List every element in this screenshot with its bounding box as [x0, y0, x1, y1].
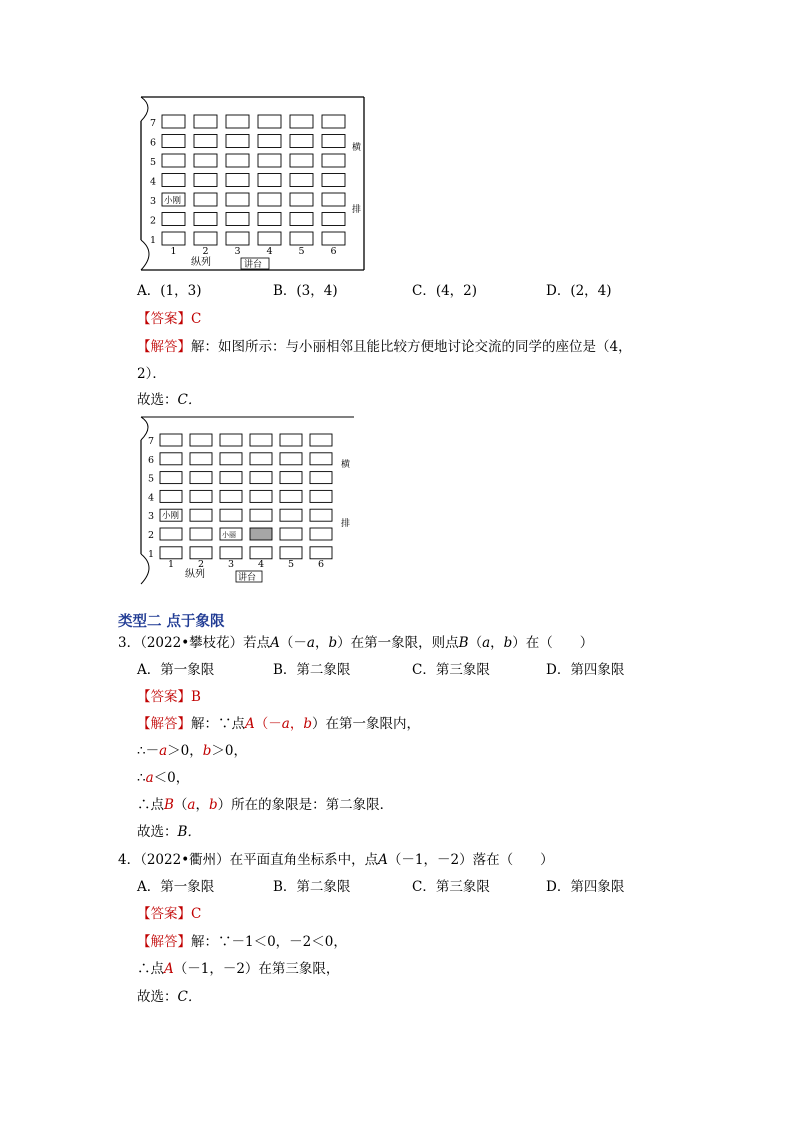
- desk-r4-c6: [310, 490, 332, 502]
- desk-r7-c5: [290, 115, 313, 128]
- row-labels: [148, 436, 154, 560]
- desk-r4-c5: [290, 174, 313, 187]
- column-label-5: 5: [298, 246, 305, 257]
- desk-r3-c5: [290, 193, 313, 206]
- solution-text: 解：∵－1＜0，－2＜0，: [191, 934, 347, 950]
- choose-value: B．: [177, 824, 201, 840]
- choose-prefix: 故选：: [137, 824, 178, 840]
- column-label-3: 3: [234, 246, 241, 257]
- desk-r2-c5: [290, 213, 313, 226]
- desk-r7-c2: [190, 434, 212, 446]
- var-b: b: [328, 635, 338, 651]
- solution-line-1: [137, 715, 420, 733]
- solution-tag: 【解答】: [137, 716, 191, 732]
- stem-part: ）在（ ）: [512, 635, 594, 651]
- point-b: B: [458, 635, 469, 651]
- desk-r5-c5: [290, 154, 313, 167]
- column-label-6: 6: [330, 246, 337, 257]
- desk-r7-c6: [322, 115, 345, 128]
- row-label-7: 7: [148, 436, 155, 447]
- desk-r2-c5: [280, 528, 302, 540]
- solution-line: [137, 338, 632, 356]
- stem-part: ，: [490, 635, 504, 651]
- desk-r5-c4: [250, 472, 272, 484]
- desk-r4-c6: [322, 174, 345, 187]
- option-d: D．第四象限: [546, 879, 625, 895]
- stem-part: ，: [314, 635, 329, 651]
- point-a: A: [378, 852, 388, 868]
- choose-line: [137, 391, 201, 409]
- question-3-stem: [118, 634, 593, 652]
- desk-r6-c6: [322, 135, 345, 148]
- solution-tag: 【解答】: [137, 339, 191, 355]
- solution-text: （: [173, 797, 188, 813]
- desk-r7-c6: [310, 434, 332, 446]
- column-label-5: 5: [288, 559, 295, 570]
- desk-r3-c5: [280, 509, 302, 521]
- solution-text: ＜0，: [153, 770, 190, 786]
- desk-r4-c5: [280, 490, 302, 502]
- solution-text: ，: [289, 716, 304, 732]
- column-label-2: 2: [202, 246, 209, 257]
- seat-label: 小刚: [162, 511, 180, 522]
- desk-r2-c4: [250, 528, 272, 540]
- stem-part: （－1，－2）落在（ ）: [387, 852, 554, 868]
- stem-part: （－: [279, 635, 307, 651]
- question-4-stem: [118, 851, 554, 869]
- option-d: D．(2，4): [546, 283, 612, 299]
- desk-grid: [160, 434, 332, 559]
- option-d: D．第四象限: [546, 662, 625, 678]
- desk-r1-c5: [280, 547, 302, 559]
- answer-tag: 【答案】: [137, 906, 191, 922]
- desk-r4-c3: [226, 174, 249, 187]
- option-a: A．第一象限: [137, 879, 215, 895]
- stem-part: （: [468, 635, 483, 651]
- desk-r4-c2: [190, 490, 212, 502]
- solution-text: ∴点: [137, 961, 164, 977]
- solution-line-1: [137, 933, 347, 951]
- desk-r7-c4: [258, 115, 281, 128]
- row-label-3: 3: [148, 511, 155, 523]
- choose-line: [137, 988, 201, 1006]
- choose-prefix: 故选：: [137, 392, 178, 408]
- solution-text: ∴: [137, 770, 146, 786]
- desk-r1-c6: [322, 232, 345, 245]
- desk-r6-c3: [220, 453, 242, 465]
- option-c: C．(4，2): [412, 283, 478, 299]
- var-b: b: [503, 635, 513, 651]
- desk-r5-c2: [194, 154, 217, 167]
- desk-r5-c1: [160, 472, 182, 484]
- desk-r3-c4: [258, 193, 281, 206]
- column-label-3: 3: [228, 559, 235, 570]
- desk-r3-c2: [194, 193, 217, 206]
- classroom-seating-diagram-2: [135, 414, 357, 586]
- side-label-horizontal: 横: [352, 143, 362, 153]
- question-number: 3．: [118, 635, 141, 651]
- var-a: a: [482, 635, 491, 651]
- solution-line-4: [137, 796, 393, 814]
- solution-line-3: [137, 769, 189, 787]
- point-a: A: [164, 961, 174, 977]
- desk-r7-c1: [160, 434, 182, 446]
- desk-r1-c3: [220, 547, 242, 559]
- answer-value: C: [191, 311, 202, 327]
- desk-r6-c4: [250, 453, 272, 465]
- solution-line-2: [137, 960, 339, 978]
- desk-r6-c1: [160, 453, 182, 465]
- side-label-horizontal: 横: [341, 460, 351, 470]
- var-b: b: [208, 797, 218, 813]
- point-b: B: [164, 797, 174, 813]
- desk-r6-c4: [258, 135, 281, 148]
- desk-r7-c5: [280, 434, 302, 446]
- solution-line-2: [137, 742, 247, 760]
- choose-value: C．: [177, 392, 202, 408]
- desk-r1-c1: [160, 547, 182, 559]
- desk-r6-c1: [162, 135, 185, 148]
- option-c: C．第三象限: [412, 879, 490, 895]
- desk-r4-c3: [220, 490, 242, 502]
- desk-r2-c3: [226, 213, 249, 226]
- desk-r6-c2: [194, 135, 217, 148]
- column-axis-label: 纵列: [185, 569, 205, 580]
- solution-continuation: 2）．: [137, 366, 166, 382]
- row-label-7: 7: [150, 118, 157, 129]
- row-label-3: 3: [150, 196, 157, 207]
- desk-r7-c4: [250, 434, 272, 446]
- solution-tag: 【解答】: [137, 934, 191, 950]
- desk-r1-c2: [190, 547, 212, 559]
- option-b: B．第二象限: [273, 662, 351, 678]
- desk-r3-c3: [220, 509, 242, 521]
- desk-r5-c1: [162, 154, 185, 167]
- row-label-6: 6: [148, 454, 155, 466]
- desk-r6-c5: [280, 453, 302, 465]
- desk-r1-c1: [162, 232, 185, 245]
- var-b: b: [303, 716, 312, 732]
- desk-r1-c3: [226, 232, 249, 245]
- answer-tag: 【答案】: [137, 311, 191, 327]
- desk-r1-c4: [258, 232, 281, 245]
- row-label-4: 4: [148, 492, 155, 504]
- var-b: b: [202, 743, 212, 759]
- row-label-4: 4: [150, 176, 157, 188]
- column-axis-label: 纵列: [191, 257, 211, 268]
- choose-value: C．: [177, 989, 202, 1005]
- row-label-1: 1: [150, 235, 157, 246]
- solution-text: （－: [254, 716, 282, 732]
- answer-tag: 【答案】: [137, 689, 191, 705]
- desk-r2-c2: [190, 528, 212, 540]
- stem-part: ）在第一象限，则点: [337, 635, 459, 651]
- desk-r3-c3: [226, 193, 249, 206]
- desk-r6-c3: [226, 135, 249, 148]
- desk-r4-c4: [250, 490, 272, 502]
- desk-r2-c4: [258, 213, 281, 226]
- desk-r6-c6: [310, 453, 332, 465]
- desk-r5-c3: [226, 154, 249, 167]
- desk-r4-c2: [194, 174, 217, 187]
- var-a: a: [306, 635, 315, 651]
- column-label-4: 4: [266, 246, 273, 257]
- column-label-2: 2: [198, 559, 205, 570]
- option-b: B．(3，4): [273, 283, 338, 299]
- column-label-1: 1: [168, 559, 175, 570]
- desk-r7-c3: [226, 115, 249, 128]
- desk-r6-c5: [290, 135, 313, 148]
- column-label-4: 4: [258, 559, 265, 570]
- desk-r5-c5: [280, 472, 302, 484]
- stem-part: （2022•衢州）在平面直角坐标系中，点: [140, 852, 379, 868]
- desk-grid: [162, 115, 345, 245]
- row-label-5: 5: [148, 473, 155, 485]
- seat-label: 小丽: [222, 531, 236, 539]
- answer-value: C: [191, 906, 202, 922]
- desk-r2-c2: [194, 213, 217, 226]
- desk-r3-c2: [190, 509, 212, 521]
- row-label-2: 2: [148, 530, 155, 541]
- solution-text: ，: [195, 797, 209, 813]
- solution-text: ∴点: [137, 797, 164, 813]
- choose-line: [137, 823, 201, 841]
- var-a: a: [187, 797, 196, 813]
- point-a: A: [245, 716, 255, 732]
- desk-r7-c2: [194, 115, 217, 128]
- solution-text: （－1，－2）在第三象限，: [173, 961, 340, 977]
- desk-r5-c6: [322, 154, 345, 167]
- option-a: A．(1，3): [137, 283, 202, 299]
- desk-r6-c2: [190, 453, 212, 465]
- desk-r1-c5: [290, 232, 313, 245]
- desk-r2-c6: [322, 213, 345, 226]
- desk-r5-c4: [258, 154, 281, 167]
- column-label-1: 1: [170, 246, 177, 257]
- desk-r4-c4: [258, 174, 281, 187]
- desk-r7-c1: [162, 115, 185, 128]
- solution-text: 解：∵点: [191, 716, 245, 732]
- var-a: a: [145, 770, 154, 786]
- answer-line: [137, 688, 201, 706]
- desk-r1-c6: [310, 547, 332, 559]
- desk-r4-c1: [162, 174, 185, 187]
- desk-r7-c3: [220, 434, 242, 446]
- seat-label: 小刚: [164, 196, 182, 206]
- answer-value: B: [191, 689, 201, 705]
- desk-r4-c1: [160, 490, 182, 502]
- column-labels: [171, 246, 337, 257]
- answer-line: [137, 905, 201, 923]
- desk-r5-c6: [310, 472, 332, 484]
- desk-r3-c6: [322, 193, 345, 206]
- question-number: 4．: [118, 852, 141, 868]
- option-b: B．第二象限: [273, 879, 351, 895]
- option-c: C．第三象限: [412, 662, 490, 678]
- row-labels: [150, 118, 156, 246]
- row-label-5: 5: [150, 157, 157, 168]
- solution-text: 解：如图所示：与小丽相邻且能比较方便地讨论交流的同学的座位是（4，: [191, 339, 632, 355]
- row-label-2: 2: [150, 215, 157, 227]
- podium-label: 讲台: [244, 260, 263, 270]
- desk-r3-c4: [250, 509, 272, 521]
- option-a: A．第一象限: [137, 662, 215, 678]
- desk-r3-c6: [310, 509, 332, 521]
- desk-r1-c4: [250, 547, 272, 559]
- var-a: a: [159, 743, 168, 759]
- solution-text: ∴－: [137, 743, 160, 759]
- solution-text: ）在第一象限内，: [311, 716, 420, 732]
- podium-label: 讲台: [238, 573, 257, 583]
- desk-r5-c3: [220, 472, 242, 484]
- row-label-6: 6: [150, 137, 157, 149]
- point-a: A: [270, 635, 280, 651]
- classroom-seating-diagram-1: [135, 95, 367, 273]
- row-label-1: 1: [148, 548, 155, 560]
- side-label-row: 排: [352, 205, 362, 215]
- choose-prefix: 故选：: [137, 989, 178, 1005]
- solution-text: ＞0，: [167, 743, 203, 759]
- column-label-6: 6: [318, 559, 325, 570]
- desk-r2-c1: [160, 528, 182, 540]
- desk-r2-c6: [310, 528, 332, 540]
- var-a: a: [281, 716, 290, 732]
- answer-line: [137, 310, 201, 328]
- desk-r5-c2: [190, 472, 212, 484]
- side-label-row: 排: [341, 519, 351, 529]
- section-heading: 类型二 点于象限: [118, 613, 225, 630]
- solution-text: ）所在的象限是：第二象限．: [217, 797, 394, 813]
- stem-part: （2022•攀枝花）若点: [140, 635, 271, 651]
- desk-r1-c2: [194, 232, 217, 245]
- desk-r2-c1: [162, 213, 185, 226]
- solution-text: ＞0，: [211, 743, 247, 759]
